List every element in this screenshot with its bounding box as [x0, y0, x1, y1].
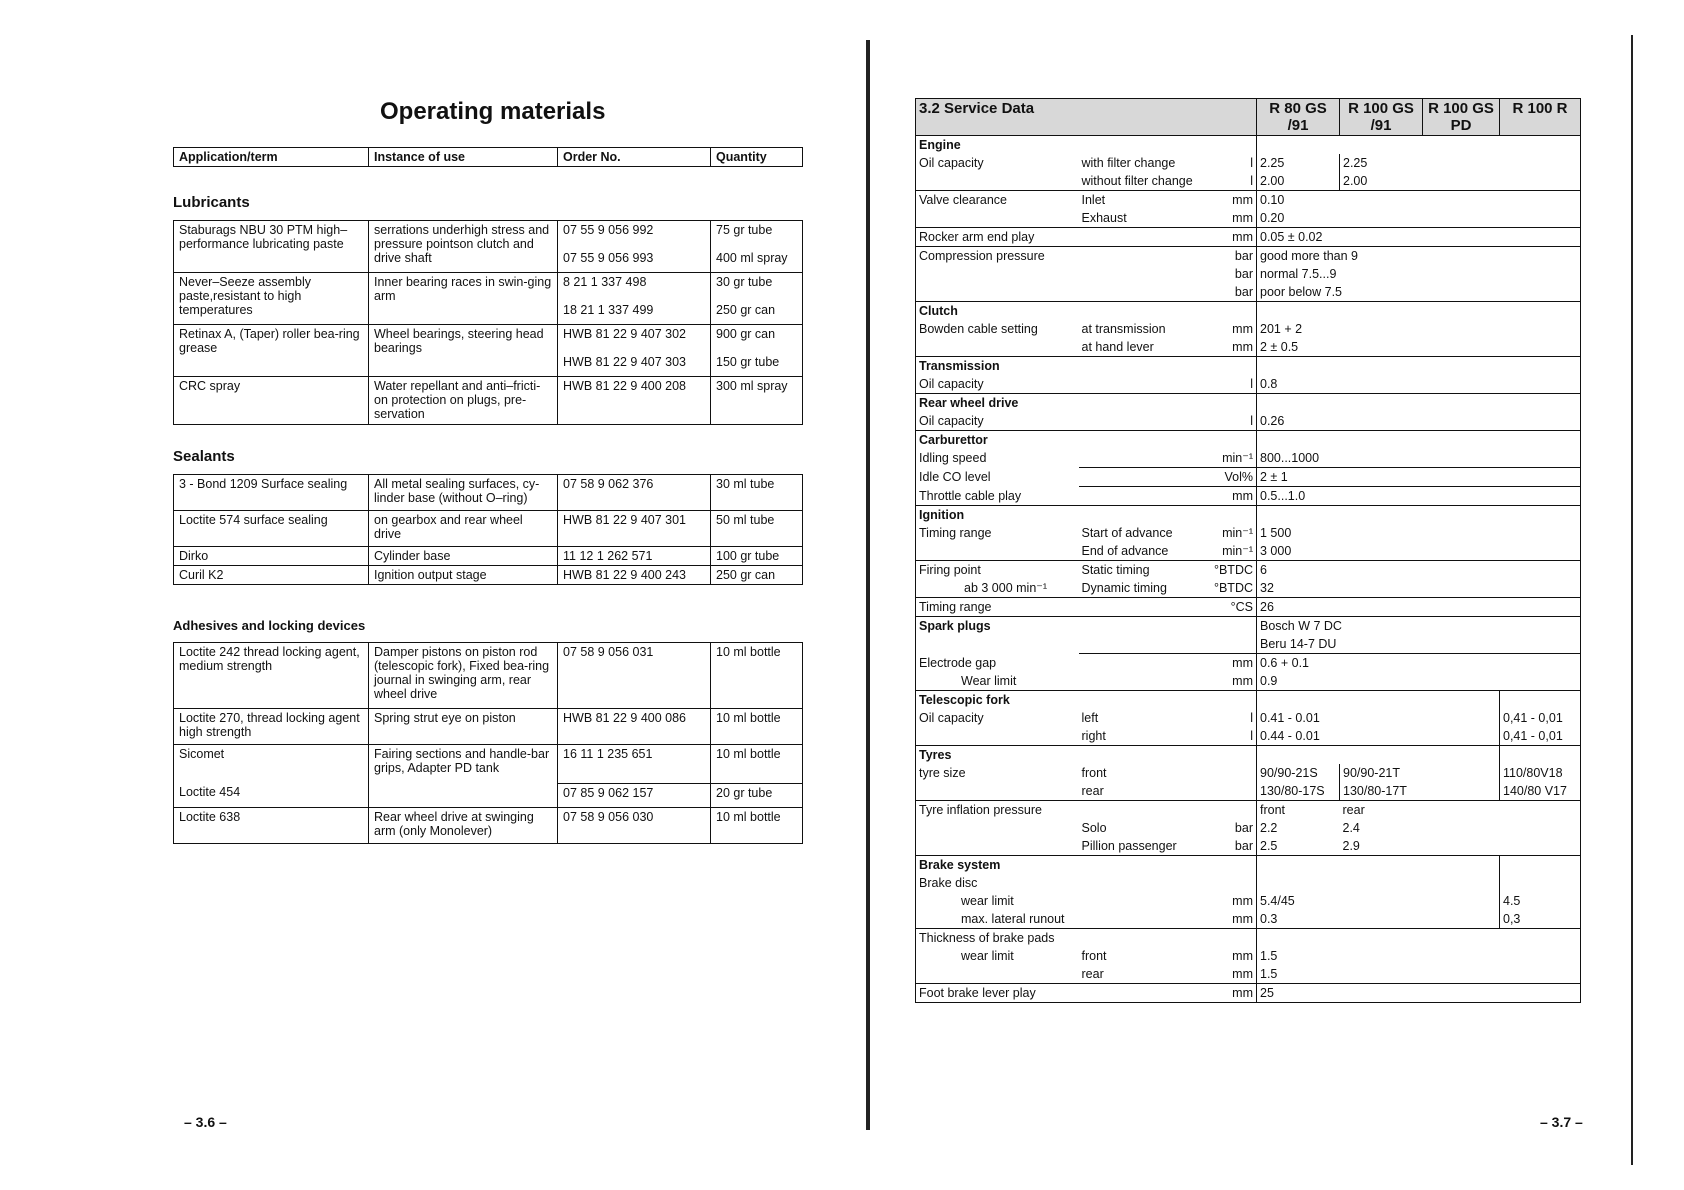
value: poor below 7.5: [1257, 283, 1581, 302]
spacer: [1257, 929, 1581, 948]
order-no: HWB 81 22 9 407 303: [563, 355, 686, 369]
cell: Loctite 270, thread locking agent high strength: [174, 709, 369, 745]
group-label: Ignition: [916, 506, 1257, 525]
spacer: [1423, 154, 1581, 172]
table-row: [916, 856, 1581, 875]
spacer: [916, 209, 1079, 228]
table-row: [916, 929, 1581, 948]
cell: 250 gr can: [711, 566, 803, 585]
group-label: Spark plugs: [916, 617, 1257, 636]
cell: 20 gr tube: [711, 784, 803, 808]
spacer: [1257, 746, 1500, 765]
spacer: [1207, 764, 1257, 782]
cell: CRC spray: [174, 377, 369, 425]
table-row: [916, 191, 1581, 210]
table-row: [916, 910, 1581, 929]
row-label: Rocker arm end play: [916, 228, 1207, 247]
value: 0,41 - 0,01: [1500, 709, 1581, 727]
row-label: Oil capacity: [919, 711, 984, 725]
spacer: [1079, 487, 1207, 506]
row-label: Brake disc: [919, 876, 978, 890]
cell: 10 ml bottle: [711, 745, 803, 784]
unit: l: [1250, 174, 1253, 188]
value: 2.5: [1257, 837, 1340, 856]
value: 2.4: [1342, 821, 1360, 835]
cell: Damper pistons on piston rod (telescopic fork), Fixed bea-ring journal in swinging arm, rear wheel drive: [369, 643, 558, 709]
row-label: Tyre inflation pressure: [916, 801, 1257, 820]
table-row: [916, 746, 1581, 765]
sub-label: at hand lever: [1081, 340, 1154, 354]
table-row: [916, 874, 1581, 892]
cell: HWB 81 22 9 400 243: [558, 566, 711, 585]
sub-label: wear limit: [961, 894, 1014, 908]
unit: l: [1250, 377, 1253, 391]
value: 5.4/45: [1257, 892, 1500, 910]
table-row: [916, 136, 1581, 155]
row-label: Bowden cable setting: [919, 322, 1038, 336]
table-row: [916, 357, 1581, 376]
col-header: Instance of use: [369, 148, 558, 167]
table-row: [916, 965, 1581, 984]
cell: Loctite 574 surface sealing: [174, 511, 369, 547]
table-row: [916, 819, 1581, 837]
row-label: Idling speed: [919, 451, 987, 465]
row-label: Thickness of brake pads: [916, 929, 1257, 948]
section-heading: Sealants: [173, 448, 235, 465]
cell: 16 11 1 235 651: [558, 745, 711, 784]
cell: Ignition output stage: [369, 566, 558, 585]
row-label: Compression pressure: [916, 247, 1207, 266]
table-row: [916, 506, 1581, 525]
unit: l: [1250, 414, 1253, 428]
value: 0.44 - 0.01: [1257, 727, 1500, 746]
table-row: [916, 579, 1581, 598]
value: 201 + 2: [1257, 320, 1581, 338]
table-row: [916, 394, 1581, 413]
unit: bar: [1234, 821, 1253, 835]
cell: 07 85 9 062 157: [558, 784, 711, 808]
unit: min⁻¹: [1222, 451, 1253, 465]
cell: 30 ml tube: [711, 475, 803, 511]
cell: serrations underhigh stress and pressure pointson clutch and drive shaft: [369, 221, 558, 273]
table-row: [916, 801, 1581, 820]
cell: Curil K2: [174, 566, 369, 585]
table-row: [916, 449, 1581, 468]
value: 140/80 V17: [1500, 782, 1581, 801]
cell: Staburags NBU 30 PTM high–performance lubricating paste: [174, 221, 369, 273]
col-label: rear: [1340, 801, 1581, 820]
row-label: Oil capacity: [919, 414, 984, 428]
cell: All metal sealing surfaces, cy-linder base (without O–ring): [369, 475, 558, 511]
cell: 300 ml spray: [711, 377, 803, 425]
table-row: [916, 468, 1581, 487]
spacer: [1500, 856, 1581, 875]
value: Beru 14-7 DU: [1257, 635, 1581, 654]
unit: min⁻¹: [1222, 544, 1253, 558]
col-header: Application/term: [174, 148, 369, 167]
cell: Cylinder base: [369, 547, 558, 566]
cell: Dirko: [174, 547, 369, 566]
quantity: 250 gr can: [716, 303, 776, 317]
value: 0.8: [1257, 375, 1581, 394]
value: 6: [1257, 561, 1581, 580]
page-number: – 3.6 –: [184, 1114, 227, 1130]
sub-label: ab 3 000 min⁻¹: [964, 581, 1048, 595]
quantity: 30 gr tube: [716, 275, 773, 289]
row-label: Valve clearance: [916, 191, 1079, 210]
order-no: 07 55 9 056 992: [563, 223, 654, 237]
table-row: [916, 709, 1581, 727]
spacer: [1079, 468, 1207, 487]
spacer: [916, 965, 1079, 984]
spacer: [1257, 856, 1500, 875]
spacer: [1207, 782, 1257, 801]
app-name: Sicomet: [179, 747, 225, 761]
unit: bar: [1234, 285, 1253, 299]
row-label: tyre size: [919, 766, 966, 780]
value: Bosch W 7 DC: [1257, 617, 1581, 636]
value: 0.20: [1257, 209, 1581, 228]
table-row: [916, 727, 1581, 746]
model-header: R 100 GS PD: [1423, 99, 1500, 136]
quantity: 75 gr tube: [716, 223, 773, 237]
unit: mm: [1207, 191, 1257, 210]
spacer: [1500, 874, 1581, 892]
sub-label: front: [1081, 949, 1107, 963]
spacer: [916, 283, 1207, 302]
spacer: [1500, 746, 1581, 765]
value: 3 000: [1257, 542, 1581, 561]
cell: 11 12 1 262 571: [558, 547, 711, 566]
value: 0.26: [1257, 412, 1581, 431]
value: 2.25: [1340, 154, 1423, 172]
spacer: [1079, 892, 1207, 910]
value: 1 500: [1257, 524, 1581, 542]
order-no: 8 21 1 337 498: [563, 275, 647, 289]
table-row: [916, 487, 1581, 506]
sub-label: Inlet: [1079, 191, 1207, 210]
sub-label: Dynamic timing: [1081, 581, 1167, 595]
unit: l: [1250, 156, 1253, 170]
value: 25: [1257, 984, 1581, 1003]
value: 0.41 - 0.01: [1257, 709, 1500, 727]
table-row: [916, 947, 1581, 965]
table-row: [916, 265, 1581, 283]
section-heading: Lubricants: [173, 194, 250, 211]
row-label: Foot brake lever play: [916, 984, 1207, 1003]
unit: l: [1250, 729, 1253, 743]
table-row: [916, 154, 1581, 172]
service-header-row: [916, 99, 1581, 136]
quantity: 900 gr can: [716, 327, 776, 341]
spacer: [916, 542, 1079, 561]
unit: mm: [1232, 340, 1253, 354]
table-row: [916, 172, 1581, 191]
cell: HWB 81 22 9 400 208: [558, 377, 711, 425]
unit: °CS: [1207, 598, 1257, 617]
table-row: [916, 691, 1581, 710]
cell: 100 gr tube: [711, 547, 803, 566]
table-row: [916, 561, 1581, 580]
row-label: Oil capacity: [919, 377, 984, 391]
row-label: Timing range: [916, 598, 1207, 617]
cell: Retinax A, (Taper) roller bea-ring grease: [174, 325, 369, 377]
table-row: [916, 782, 1581, 801]
value: 2.9: [1342, 839, 1360, 853]
value: 0.5...1.0: [1257, 487, 1581, 506]
table-row: [916, 837, 1581, 856]
value: 32: [1257, 579, 1581, 598]
model-header: R 80 GS /91: [1257, 99, 1340, 136]
table-row: [916, 542, 1581, 561]
sub-label: without filter change: [1081, 174, 1193, 188]
row-label: Idle CO level: [919, 469, 991, 484]
unit: mm: [1207, 487, 1257, 506]
sub-label: rear: [1081, 784, 1104, 798]
spacer: [916, 782, 1079, 801]
value: 4.5: [1500, 892, 1581, 910]
cell: on gearbox and rear wheel drive: [369, 511, 558, 547]
value: 90/90-21T: [1340, 764, 1500, 782]
cell: HWB 81 22 9 400 086: [558, 709, 711, 745]
spacer: [1257, 302, 1581, 321]
group-label: Transmission: [916, 357, 1257, 376]
cell: Wheel bearings, steering head bearings: [369, 325, 558, 377]
spacer: [916, 172, 1079, 191]
spacer: [1257, 136, 1581, 155]
row-label: Throttle cable play: [919, 488, 1022, 503]
order-no: 18 21 1 337 499: [563, 303, 654, 317]
spacer: [916, 265, 1207, 283]
spacer: [1079, 654, 1207, 673]
sub-label: left: [1081, 711, 1099, 725]
sub-label: End of advance: [1081, 544, 1169, 558]
unit: bar: [1207, 247, 1257, 266]
sub-label: Start of advance: [1081, 526, 1173, 540]
cell: 07 58 9 056 030: [558, 808, 711, 844]
group-label: Brake system: [916, 856, 1257, 875]
cell: Loctite 242 thread locking agent, medium strength: [174, 643, 369, 709]
section-heading: Adhesives and locking devices: [173, 618, 366, 633]
app-name: Loctite 454: [179, 785, 241, 799]
order-no: 07 55 9 056 993: [563, 251, 654, 265]
value: 1.5: [1257, 965, 1581, 984]
group-label: Telescopic fork: [916, 691, 1257, 710]
value: good more than 9: [1257, 247, 1581, 266]
sub-label: with filter change: [1081, 156, 1176, 170]
model-header: R 100 GS /91: [1340, 99, 1423, 136]
value: 2.00: [1257, 172, 1340, 191]
table-row: [916, 764, 1581, 782]
cell: 50 ml tube: [711, 511, 803, 547]
cell: Spring strut eye on piston: [369, 709, 558, 745]
value: 0.3: [1257, 910, 1500, 929]
spacer: [1257, 691, 1500, 710]
sub-label: at transmission: [1081, 322, 1166, 336]
col-label: front: [1257, 801, 1340, 820]
value: 0.9: [1257, 672, 1581, 691]
cell: Water repellant and anti–fricti-on protection on plugs, pre-servation: [369, 377, 558, 425]
row-label: Timing range: [919, 526, 992, 540]
cell: 10 ml bottle: [711, 808, 803, 844]
table-row: [916, 338, 1581, 357]
spacer: [1079, 672, 1207, 691]
spacer: [916, 338, 1079, 357]
group-label: Tyres: [916, 746, 1257, 765]
spacer: [1257, 394, 1581, 413]
table-row: [916, 598, 1581, 617]
table-row: [916, 320, 1581, 338]
unit: bar: [1234, 839, 1253, 853]
table-row: [916, 228, 1581, 247]
quantity: 400 ml spray: [716, 251, 788, 265]
spacer: [1257, 357, 1581, 376]
spacer: [916, 727, 1079, 746]
col-header: Quantity: [711, 148, 803, 167]
service-data-table: [915, 98, 1581, 1003]
cell: Fairing sections and handle-bar grips, Adapter PD tank: [369, 745, 558, 808]
row-label: Oil capacity: [919, 156, 984, 170]
page-title: Operating materials: [380, 98, 606, 125]
value: 90/90-21S: [1257, 764, 1340, 782]
unit: mm: [1232, 894, 1253, 908]
spacer: [1500, 691, 1581, 710]
cell: 07 58 9 056 031: [558, 643, 711, 709]
group-label: Clutch: [916, 302, 1257, 321]
cell: 3 - Bond 1209 Surface sealing: [174, 475, 369, 511]
group-label: Engine: [916, 136, 1257, 155]
sub-label: Exhaust: [1081, 211, 1127, 225]
unit: mm: [1232, 211, 1253, 225]
unit: min⁻¹: [1222, 526, 1253, 540]
unit: mm: [1232, 949, 1253, 963]
unit: °BTDC: [1213, 581, 1253, 595]
value: 0,3: [1500, 910, 1581, 929]
unit: mm: [1207, 984, 1257, 1003]
unit: mm: [1232, 967, 1253, 981]
row-label: Firing point: [916, 561, 1079, 580]
spacer: [1257, 431, 1581, 450]
cell: 07 58 9 062 376: [558, 475, 711, 511]
table-row: [916, 672, 1581, 691]
spacer: [1257, 874, 1500, 892]
model-header: R 100 R: [1500, 99, 1581, 136]
value: 2 ± 1: [1257, 468, 1581, 487]
table-row: [916, 654, 1581, 673]
unit: mm: [1232, 674, 1253, 688]
sub-label: Solo: [1081, 821, 1107, 835]
cell: Rear wheel drive at swinging arm (only Monolever): [369, 808, 558, 844]
order-no: HWB 81 22 9 407 302: [563, 327, 686, 341]
table-row: [916, 375, 1581, 394]
unit: °BTDC: [1207, 561, 1257, 580]
sub-label: Wear limit: [961, 674, 1017, 688]
table-row: [916, 412, 1581, 431]
cell: HWB 81 22 9 407 301: [558, 511, 711, 547]
value: 2.00: [1340, 172, 1423, 191]
value: 130/80-17S: [1257, 782, 1340, 801]
table-row: [916, 635, 1581, 654]
unit: l: [1250, 711, 1253, 725]
value: 800...1000: [1257, 449, 1581, 468]
value: 130/80-17T: [1340, 782, 1500, 801]
sub-label: Pillion passenger: [1081, 839, 1177, 853]
spacer: [916, 819, 1079, 837]
sub-label: rear: [1081, 967, 1104, 981]
spacer: [1257, 506, 1581, 525]
table-row: [916, 283, 1581, 302]
service-title: 3.2 Service Data: [916, 99, 1257, 136]
spacer: [916, 837, 1079, 856]
table-row: [916, 524, 1581, 542]
sub-label: Static timing: [1079, 561, 1207, 580]
cell: Inner bearing races in swin-ging arm: [369, 273, 558, 325]
unit: bar: [1234, 267, 1253, 281]
unit: mm: [1232, 322, 1253, 336]
value: normal 7.5...9: [1257, 265, 1581, 283]
cell: 10 ml bottle: [711, 643, 803, 709]
value: 26: [1257, 598, 1581, 617]
value: 2.25: [1257, 154, 1340, 172]
value: 110/80V18: [1500, 764, 1581, 782]
col-header: Order No.: [558, 148, 711, 167]
spacer: [1423, 172, 1581, 191]
table-row: [916, 209, 1581, 228]
page-number: – 3.7 –: [1540, 1114, 1583, 1130]
value: 1.5: [1257, 947, 1581, 965]
group-label: Rear wheel drive: [916, 394, 1257, 413]
sub-label: right: [1081, 729, 1106, 743]
table-row: [916, 984, 1581, 1003]
cell: Never–Seeze assembly paste,resistant to high temperatures: [174, 273, 369, 325]
value: 2 ± 0.5: [1257, 338, 1581, 357]
table-row: [916, 892, 1581, 910]
table-row: [916, 247, 1581, 266]
group-label: Carburettor: [916, 431, 1257, 450]
sub-label: wear limit: [961, 949, 1014, 963]
unit: Vol%: [1207, 468, 1257, 487]
cell: Loctite 638: [174, 808, 369, 844]
spacer: [916, 635, 1257, 654]
unit: mm: [1207, 654, 1257, 673]
value: 0.10: [1257, 191, 1581, 210]
row-label: Electrode gap: [919, 655, 997, 670]
value: 0.05 ± 0.02: [1257, 228, 1581, 247]
quantity: 150 gr tube: [716, 355, 780, 369]
cell: 10 ml bottle: [711, 709, 803, 745]
table-row: [916, 617, 1581, 636]
unit: mm: [1207, 228, 1257, 247]
value: 0,41 - 0,01: [1500, 727, 1581, 746]
sub-label: front: [1081, 766, 1107, 780]
value: 0.6 + 0.1: [1257, 654, 1581, 673]
table-row: [916, 302, 1581, 321]
table-row: [916, 431, 1581, 450]
unit: mm: [1232, 912, 1253, 926]
value: 2.2: [1257, 819, 1340, 837]
sub-label: max. lateral runout: [961, 912, 1065, 926]
